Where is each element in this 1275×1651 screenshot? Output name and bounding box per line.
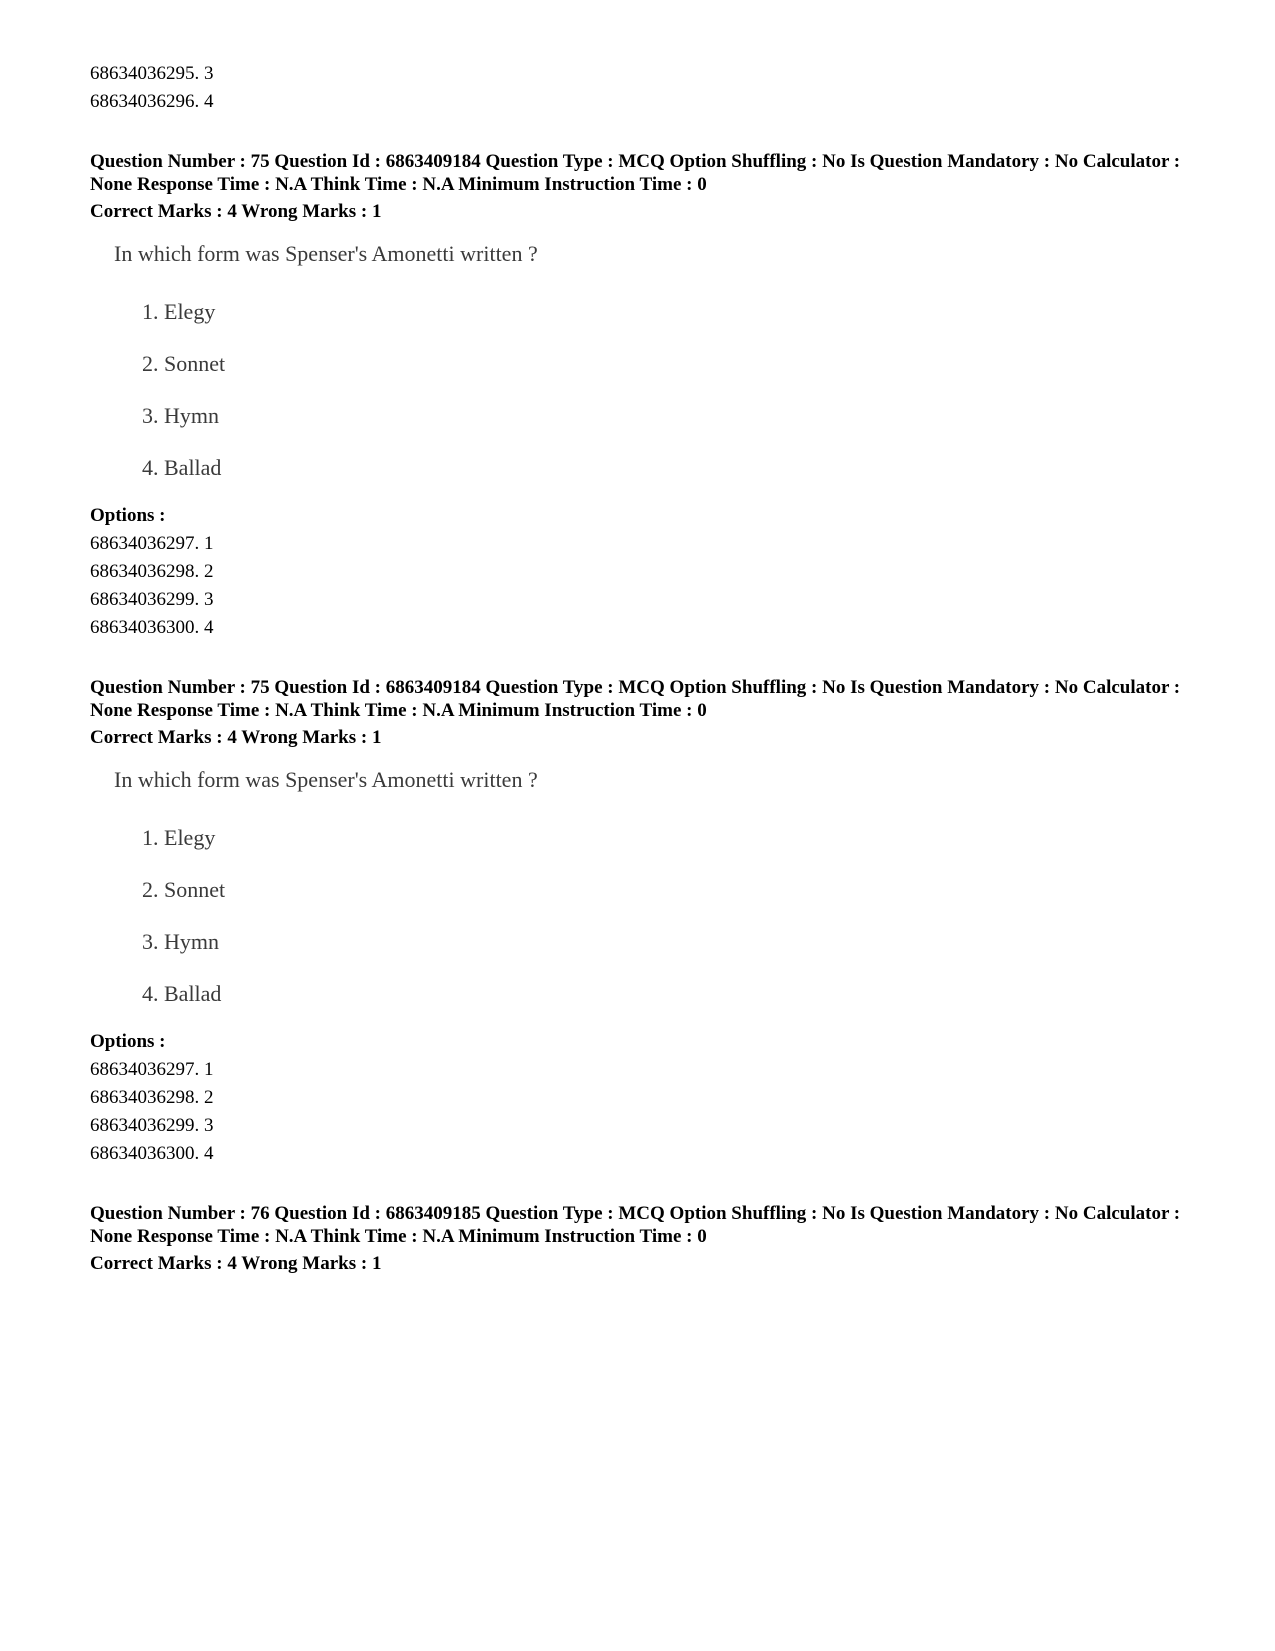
question-image	[90, 760, 1200, 1020]
question-text: In which form was Spenser's Amonetti written ?	[114, 241, 538, 266]
question-meta: Question Number : 75 Question Id : 6863409184 Question Type : MCQ Option Shuffling : No Is Question Mandatory : No Calculator : None Response Time : N.A Think Time : N.A Minimum Instruction Time : 0	[90, 151, 1181, 195]
option-line: 68634036295. 3	[90, 63, 214, 84]
question-block	[90, 150, 1200, 642]
document-page	[90, 60, 1200, 1278]
question-block	[90, 1202, 1200, 1278]
option-line: 68634036299. 3	[90, 1115, 214, 1136]
option-line: 68634036297. 1	[90, 1059, 214, 1080]
option-line: 68634036300. 4	[90, 1143, 214, 1164]
question-choice: 4. Ballad	[142, 981, 222, 1006]
option-line: 68634036298. 2	[90, 561, 214, 582]
option-line: 68634036298. 2	[90, 1087, 214, 1108]
question-meta: Question Number : 76 Question Id : 6863409185 Question Type : MCQ Option Shuffling : No Is Question Mandatory : No Calculator : None Response Time : N.A Think Time : N.A Minimum Instruction Time : 0	[90, 1203, 1181, 1247]
option-line: 68634036300. 4	[90, 617, 214, 638]
previous-options	[90, 60, 1200, 116]
question-meta: Question Number : 75 Question Id : 6863409184 Question Type : MCQ Option Shuffling : No Is Question Mandatory : No Calculator : None Response Time : N.A Think Time : N.A Minimum Instruction Time : 0	[90, 677, 1181, 721]
option-line: 68634036297. 1	[90, 533, 214, 554]
option-line: 68634036296. 4	[90, 91, 214, 112]
question-choice: 2. Sonnet	[142, 351, 226, 376]
question-choice: 3. Hymn	[142, 929, 219, 954]
question-marks: Correct Marks : 4 Wrong Marks : 1	[90, 727, 382, 748]
question-choice: 3. Hymn	[142, 403, 219, 428]
options-label: Options :	[90, 505, 166, 526]
question-choice: 2. Sonnet	[142, 877, 226, 902]
question-marks: Correct Marks : 4 Wrong Marks : 1	[90, 201, 382, 222]
question-image	[90, 234, 1200, 494]
question-text: In which form was Spenser's Amonetti written ?	[114, 767, 538, 792]
question-choice: 1. Elegy	[142, 825, 216, 850]
question-choice: 4. Ballad	[142, 455, 222, 480]
option-line: 68634036299. 3	[90, 589, 214, 610]
question-marks: Correct Marks : 4 Wrong Marks : 1	[90, 1253, 382, 1274]
question-choice: 1. Elegy	[142, 299, 216, 324]
question-block	[90, 676, 1200, 1168]
options-label: Options :	[90, 1031, 166, 1052]
